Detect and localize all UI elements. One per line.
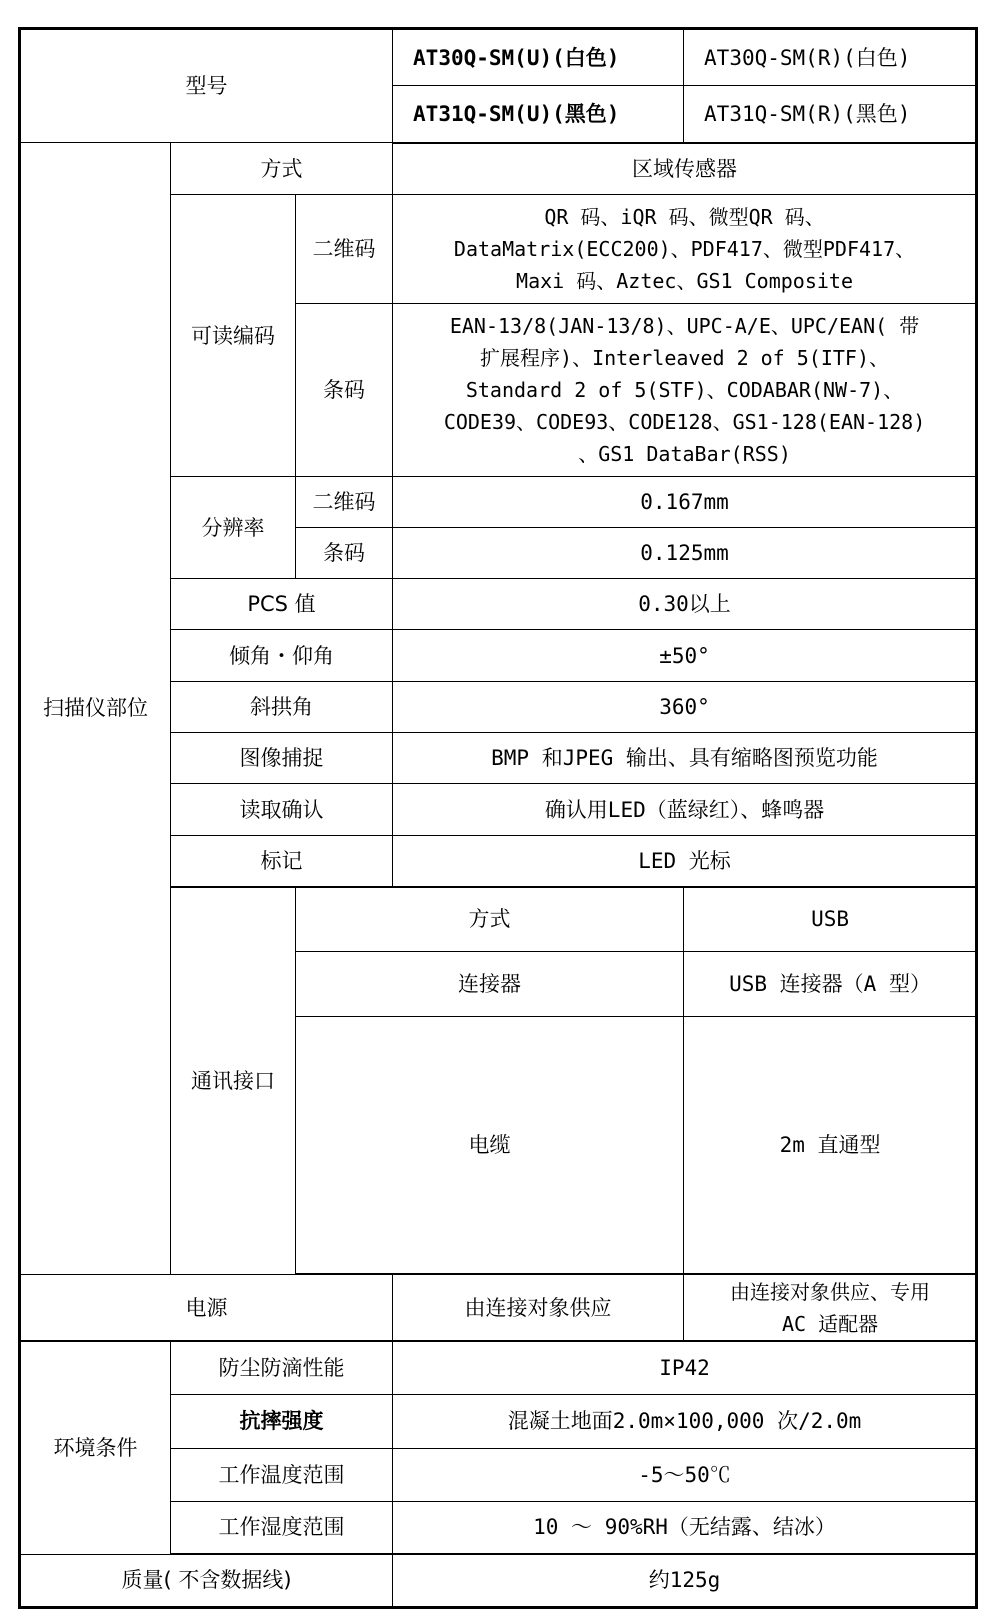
scanner-section-label: 扫描仪部位 xyxy=(20,143,171,1275)
scan-method-value: 区域传感器 xyxy=(393,143,977,195)
resolution-qr-value: 0.167mm xyxy=(393,477,977,528)
resolution-bar-label: 条码 xyxy=(296,528,393,579)
qr-label: 二维码 xyxy=(296,195,393,304)
model-u-black: AT31Q-SM(U)(黑色) xyxy=(393,86,684,143)
power-label: 电源 xyxy=(20,1274,393,1341)
marker-value: LED 光标 xyxy=(393,836,977,887)
model-r-white: AT30Q-SM(R)(白色) xyxy=(684,29,977,86)
power-rs xyxy=(684,1274,977,1341)
barcode-line-2: 扩展程序)、Interleaved 2 of 5(ITF)、 xyxy=(480,346,890,370)
power-rs-line-2: AC 适配器 xyxy=(781,1311,879,1336)
tilt-label: 倾角・仰角 xyxy=(171,630,393,682)
pcs-label: PCS 值 xyxy=(171,579,393,630)
interface-section-label: 通讯接口 xyxy=(171,887,296,1275)
spec-table xyxy=(18,27,978,1609)
scan-method-label: 方式 xyxy=(171,143,393,195)
connector-label: 连接器 xyxy=(296,952,684,1017)
barcode-list xyxy=(393,304,977,477)
capture-value: BMP 和JPEG 输出、具有缩略图预览功能 xyxy=(393,733,977,784)
resolution-label: 分辨率 xyxy=(171,477,296,579)
temp-label: 工作温度范围 xyxy=(171,1448,393,1501)
qr-line-3: Maxi 码、Aztec、GS1 Composite xyxy=(516,269,853,293)
barcode-line-5: 、GS1 DataBar(RSS) xyxy=(578,442,791,466)
dust-value: IP42 xyxy=(393,1341,977,1394)
capture-label: 图像捕捉 xyxy=(171,733,393,784)
connector-usb: USB 连接器（A 型） xyxy=(684,952,977,1017)
pcs-value: 0.30以上 xyxy=(393,579,977,630)
humidity-value: 10 ～ 90%RH（无结露、结冰） xyxy=(393,1501,977,1554)
confirm-label: 读取确认 xyxy=(171,784,393,836)
qr-codes-list xyxy=(393,195,977,304)
weight-value: 约125g xyxy=(393,1554,977,1607)
skew-label: 斜拱角 xyxy=(171,682,393,733)
barcode-line-4: CODE39、CODE93、CODE128、GS1-128(EAN-128) xyxy=(443,410,926,434)
power-usb: 由连接对象供应 xyxy=(393,1274,684,1341)
confirm-value: 确认用LED（蓝绿红）、蜂鸣器 xyxy=(393,784,977,836)
humidity-label: 工作湿度范围 xyxy=(171,1501,393,1554)
barcode-line-1: EAN-13/8(JAN-13/8)、UPC-A/E、UPC/EAN( 带 xyxy=(449,314,920,338)
drop-label: 抗摔强度 xyxy=(171,1394,393,1448)
interface-method-label: 方式 xyxy=(296,887,684,952)
resolution-qr-label: 二维码 xyxy=(296,477,393,528)
model-label: 型号 xyxy=(20,29,393,143)
interface-method-usb: USB xyxy=(684,887,977,952)
barcode-label: 条码 xyxy=(296,304,393,477)
drop-value: 混凝土地面2.0m×100,000 次/2.0m xyxy=(393,1394,977,1448)
weight-label: 质量( 不含数据线) xyxy=(20,1554,393,1607)
resolution-bar-value: 0.125mm xyxy=(393,528,977,579)
qr-line-1: QR 码、iQR 码、微型QR 码、 xyxy=(544,205,825,229)
power-rs-line-1: 由连接对象供应、专用 xyxy=(730,1279,931,1304)
model-u-white: AT30Q-SM(U)(白色) xyxy=(393,29,684,86)
temp-value: -5～50℃ xyxy=(393,1448,977,1501)
marker-label: 标记 xyxy=(171,836,393,887)
skew-value: 360° xyxy=(393,682,977,733)
cable-usb: 2m 直通型 xyxy=(684,1017,977,1275)
readable-codes-label: 可读编码 xyxy=(171,195,296,477)
barcode-line-3: Standard 2 of 5(STF)、CODABAR(NW-7)、 xyxy=(465,378,904,402)
model-r-black: AT31Q-SM(R)(黑色) xyxy=(684,86,977,143)
environment-section-label: 环境条件 xyxy=(20,1341,171,1554)
cable-label: 电缆 xyxy=(296,1017,684,1275)
qr-line-2: DataMatrix(ECC200)、PDF417、微型PDF417、 xyxy=(453,237,916,261)
tilt-value: ±50° xyxy=(393,630,977,682)
dust-label: 防尘防滴性能 xyxy=(171,1341,393,1394)
